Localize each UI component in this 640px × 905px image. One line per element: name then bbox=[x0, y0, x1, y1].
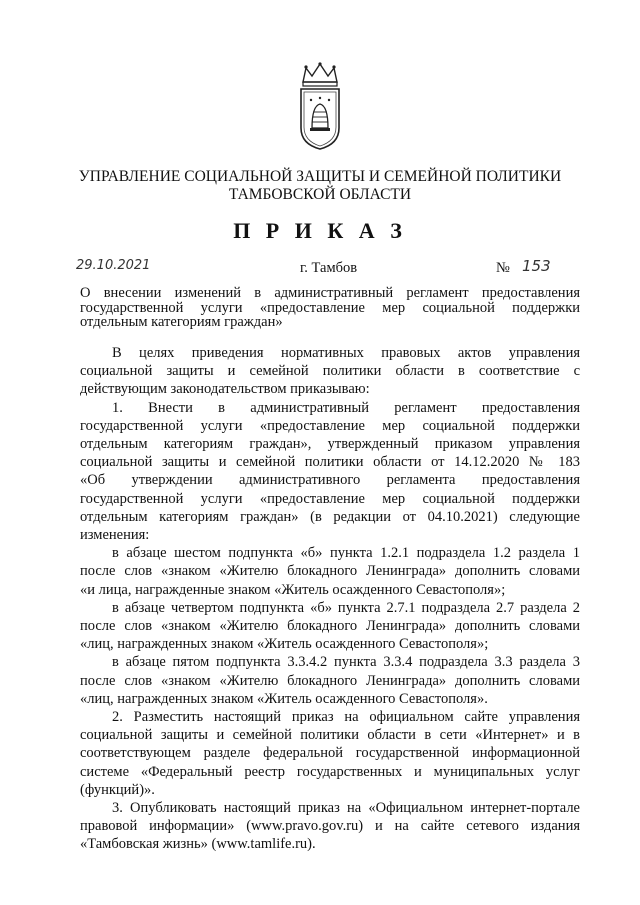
text-line: «и лица, награжденные знаком «Житель осажденного Севастополя»; bbox=[80, 581, 506, 598]
paragraph-change-1 bbox=[80, 544, 580, 599]
text-line: после слов «знаком «Жителю блокадного Ленинграда» дополнить словами bbox=[80, 618, 580, 635]
text-line: социальной защиты и семейной политики области в сети «Интернет» и в bbox=[80, 727, 580, 744]
subject-line: государственной услуги «предоставление мер социальной поддержки bbox=[80, 299, 580, 316]
text-line: 3. Опубликовать настоящий приказ на «Официальном интернет-портале bbox=[112, 800, 580, 817]
text-line: «лиц, награжденных знаком «Житель осажденного Севастополя»; bbox=[80, 636, 489, 653]
text-line: государственной услуги «предоставление мер социальной поддержки bbox=[80, 490, 580, 507]
text-line: В целях приведения нормативных правовых актов управления bbox=[112, 345, 580, 361]
order-number: 153 bbox=[522, 257, 551, 275]
paragraph-item-2 bbox=[80, 708, 580, 799]
order-number-label: № bbox=[496, 260, 510, 276]
document-title: П Р И К А З bbox=[233, 218, 407, 243]
paragraph-change-3 bbox=[80, 653, 580, 708]
subject-line: отдельным категориям граждан» bbox=[80, 314, 283, 330]
text-line: «Об утверждении административного регламента предоставления bbox=[80, 472, 580, 489]
organization-name-line2: ТАМБОВСКОЙ ОБЛАСТИ bbox=[228, 186, 412, 203]
text-line: отдельным категориям граждан», утвержденный приказом управления bbox=[80, 436, 580, 453]
text-line: социальной защиты и семейной политики области от 14.12.2020 № 183 bbox=[80, 454, 580, 471]
text-line: в абзаце шестом подпункта «б» пункта 1.2.1 подраздела 1.2 раздела 1 bbox=[112, 545, 580, 562]
text-line: действующим законодательством приказываю: bbox=[80, 381, 370, 398]
order-date: 29.10.2021 bbox=[76, 258, 151, 273]
text-line: отдельным категориям граждан» (в редакции от 04.10.2021) следующие bbox=[80, 508, 580, 525]
city-name: г. Тамбов bbox=[300, 260, 358, 276]
text-line: после слов «знаком «Жителю блокадного Ленинграда» дополнить словами bbox=[80, 563, 580, 580]
text-line: изменения: bbox=[80, 527, 150, 544]
text-line: соответствующем разделе федеральной государственной информационной bbox=[80, 745, 580, 762]
coat-of-arms-icon bbox=[297, 62, 343, 150]
text-line: (функций)». bbox=[80, 781, 155, 798]
paragraph-item-1 bbox=[80, 399, 580, 545]
text-line: «Тамбовская жизнь» (www.tamlife.ru). bbox=[80, 836, 316, 853]
text-line: после слов «знаком «Жителю блокадного Ленинграда» дополнить словами bbox=[80, 672, 580, 689]
text-line: государственной услуги «предоставление мер социальной поддержки bbox=[80, 417, 580, 434]
text-line: «лиц, награжденных знаком «Житель осажденного Севастополя». bbox=[80, 690, 488, 707]
text-line: в абзаце четвертом подпункта «б» пункта 2.7.1 подраздела 2.7 раздела 2 bbox=[112, 599, 580, 616]
text-line: 1. Внести в административный регламент предоставления bbox=[112, 399, 580, 416]
text-line: правовой информации» (www.pravo.gov.ru) и на сайте сетевого издания bbox=[80, 818, 580, 835]
text-line: системе «Федеральный реестр государственных и муниципальных услуг bbox=[80, 763, 580, 780]
paragraph-item-3 bbox=[80, 799, 580, 854]
organization-name-line1: УПРАВЛЕНИЕ СОЦИАЛЬНОЙ ЗАЩИТЫ И СЕМЕЙНОЙ ПОЛИТИКИ bbox=[78, 168, 562, 185]
paragraph-preamble bbox=[80, 344, 580, 399]
text-line: в абзаце пятом подпункта 3.3.4.2 пункта 3.3.4 подраздела 3.3 раздела 3 bbox=[112, 654, 580, 671]
subject-line: О внесении изменений в административный регламент предоставления bbox=[80, 285, 580, 301]
order-body bbox=[80, 344, 580, 854]
text-line: социальной защиты и семейной политики области в соответствие с bbox=[80, 363, 580, 380]
paragraph-change-2 bbox=[80, 599, 580, 654]
order-subject bbox=[80, 286, 580, 330]
text-line: 2. Разместить настоящий приказ на официальном сайте управления bbox=[112, 709, 580, 726]
